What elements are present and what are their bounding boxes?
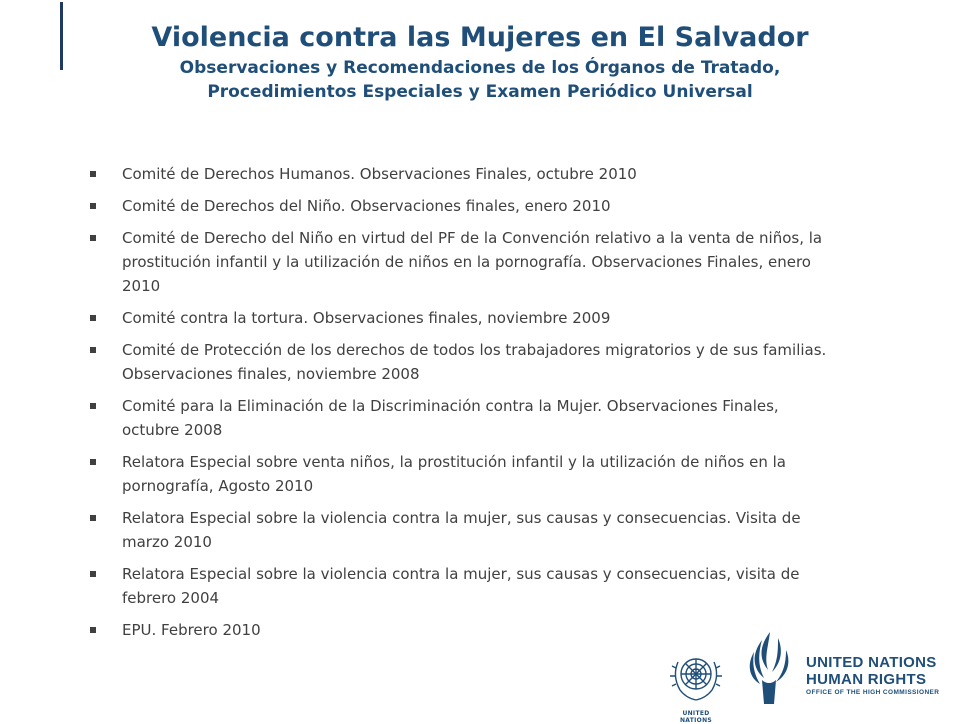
ohchr-logo [740, 630, 950, 710]
bullet-marker-icon [90, 459, 96, 465]
un-logo-caption: UNITED NATIONS [679, 710, 713, 724]
bullet-marker-icon [90, 347, 96, 353]
bullet-marker-icon [90, 515, 96, 521]
human-rights-flame-icon [740, 630, 798, 710]
bullet-text: Comité contra la tortura. Observaciones finales, noviembre 2009 [122, 309, 611, 327]
bullet-marker-icon [90, 235, 96, 241]
bullet-text: Comité de Derechos del Niño. Observaciones finales, enero 2010 [122, 197, 611, 215]
bullet-item [88, 226, 828, 298]
slide-subtitle-line-1: Observaciones y Recomendaciones de los Órganos de Tratado, [179, 58, 781, 78]
bullet-marker-icon [90, 315, 96, 321]
bullet-item [88, 394, 828, 442]
bullet-marker-icon [90, 171, 96, 177]
bullet-item [88, 618, 828, 642]
bullet-marker-icon [90, 403, 96, 409]
slide-header [0, 20, 960, 104]
bullet-text: Relatora Especial sobre la violencia contra la mujer, sus causas y consecuencias, visita de febrero 2004 [122, 565, 800, 607]
bullet-text: Comité de Derecho del Niño en virtud del PF de la Convención relativo a la venta de niños, la prostitución infantil y la utilización de niños en la pornografía. Observaciones Finales, enero 2010 [122, 229, 823, 295]
bullet-item [88, 162, 828, 186]
bullet-text: Relatora Especial sobre venta niños, la prostitución infantil y la utilización de niños en la pornografía, Agosto 2010 [122, 453, 786, 495]
bullet-item [88, 194, 828, 218]
slide-title: Violencia contra las Mujeres en El Salvador [151, 22, 809, 53]
bullet-item [88, 506, 828, 554]
bullet-item [88, 450, 828, 498]
bullet-text: Relatora Especial sobre la violencia contra la mujer, sus causas y consecuencias. Visita de marzo 2010 [122, 509, 801, 551]
bullet-item [88, 306, 828, 330]
ohchr-text [806, 654, 939, 698]
ohchr-line-2: HUMAN RIGHTS [806, 671, 927, 688]
un-logo [668, 648, 724, 724]
ohchr-line-3: OFFICE OF THE HIGH COMMISSIONER [806, 689, 940, 696]
ohchr-line-1: UNITED NATIONS [806, 654, 937, 671]
bullet-list [88, 162, 828, 650]
bullet-text: EPU. Febrero 2010 [122, 621, 261, 639]
bullet-marker-icon [90, 203, 96, 209]
bullet-marker-icon [90, 571, 96, 577]
bullet-item [88, 562, 828, 610]
bullet-text: Comité de Derechos Humanos. Observaciones Finales, octubre 2010 [122, 165, 637, 183]
bullet-text: Comité de Protección de los derechos de todos los trabajadores migratorios y de sus familias. Observaciones finales, noviembre 2008 [122, 341, 827, 383]
un-emblem-icon [668, 648, 724, 704]
bullet-text: Comité para la Eliminación de la Discriminación contra la Mujer. Observaciones Finales, octubre 2008 [122, 397, 779, 439]
slide-subtitle-line-2: Procedimientos Especiales y Examen Periódico Universal [207, 82, 753, 102]
bullet-item [88, 338, 828, 386]
bullet-marker-icon [90, 627, 96, 633]
